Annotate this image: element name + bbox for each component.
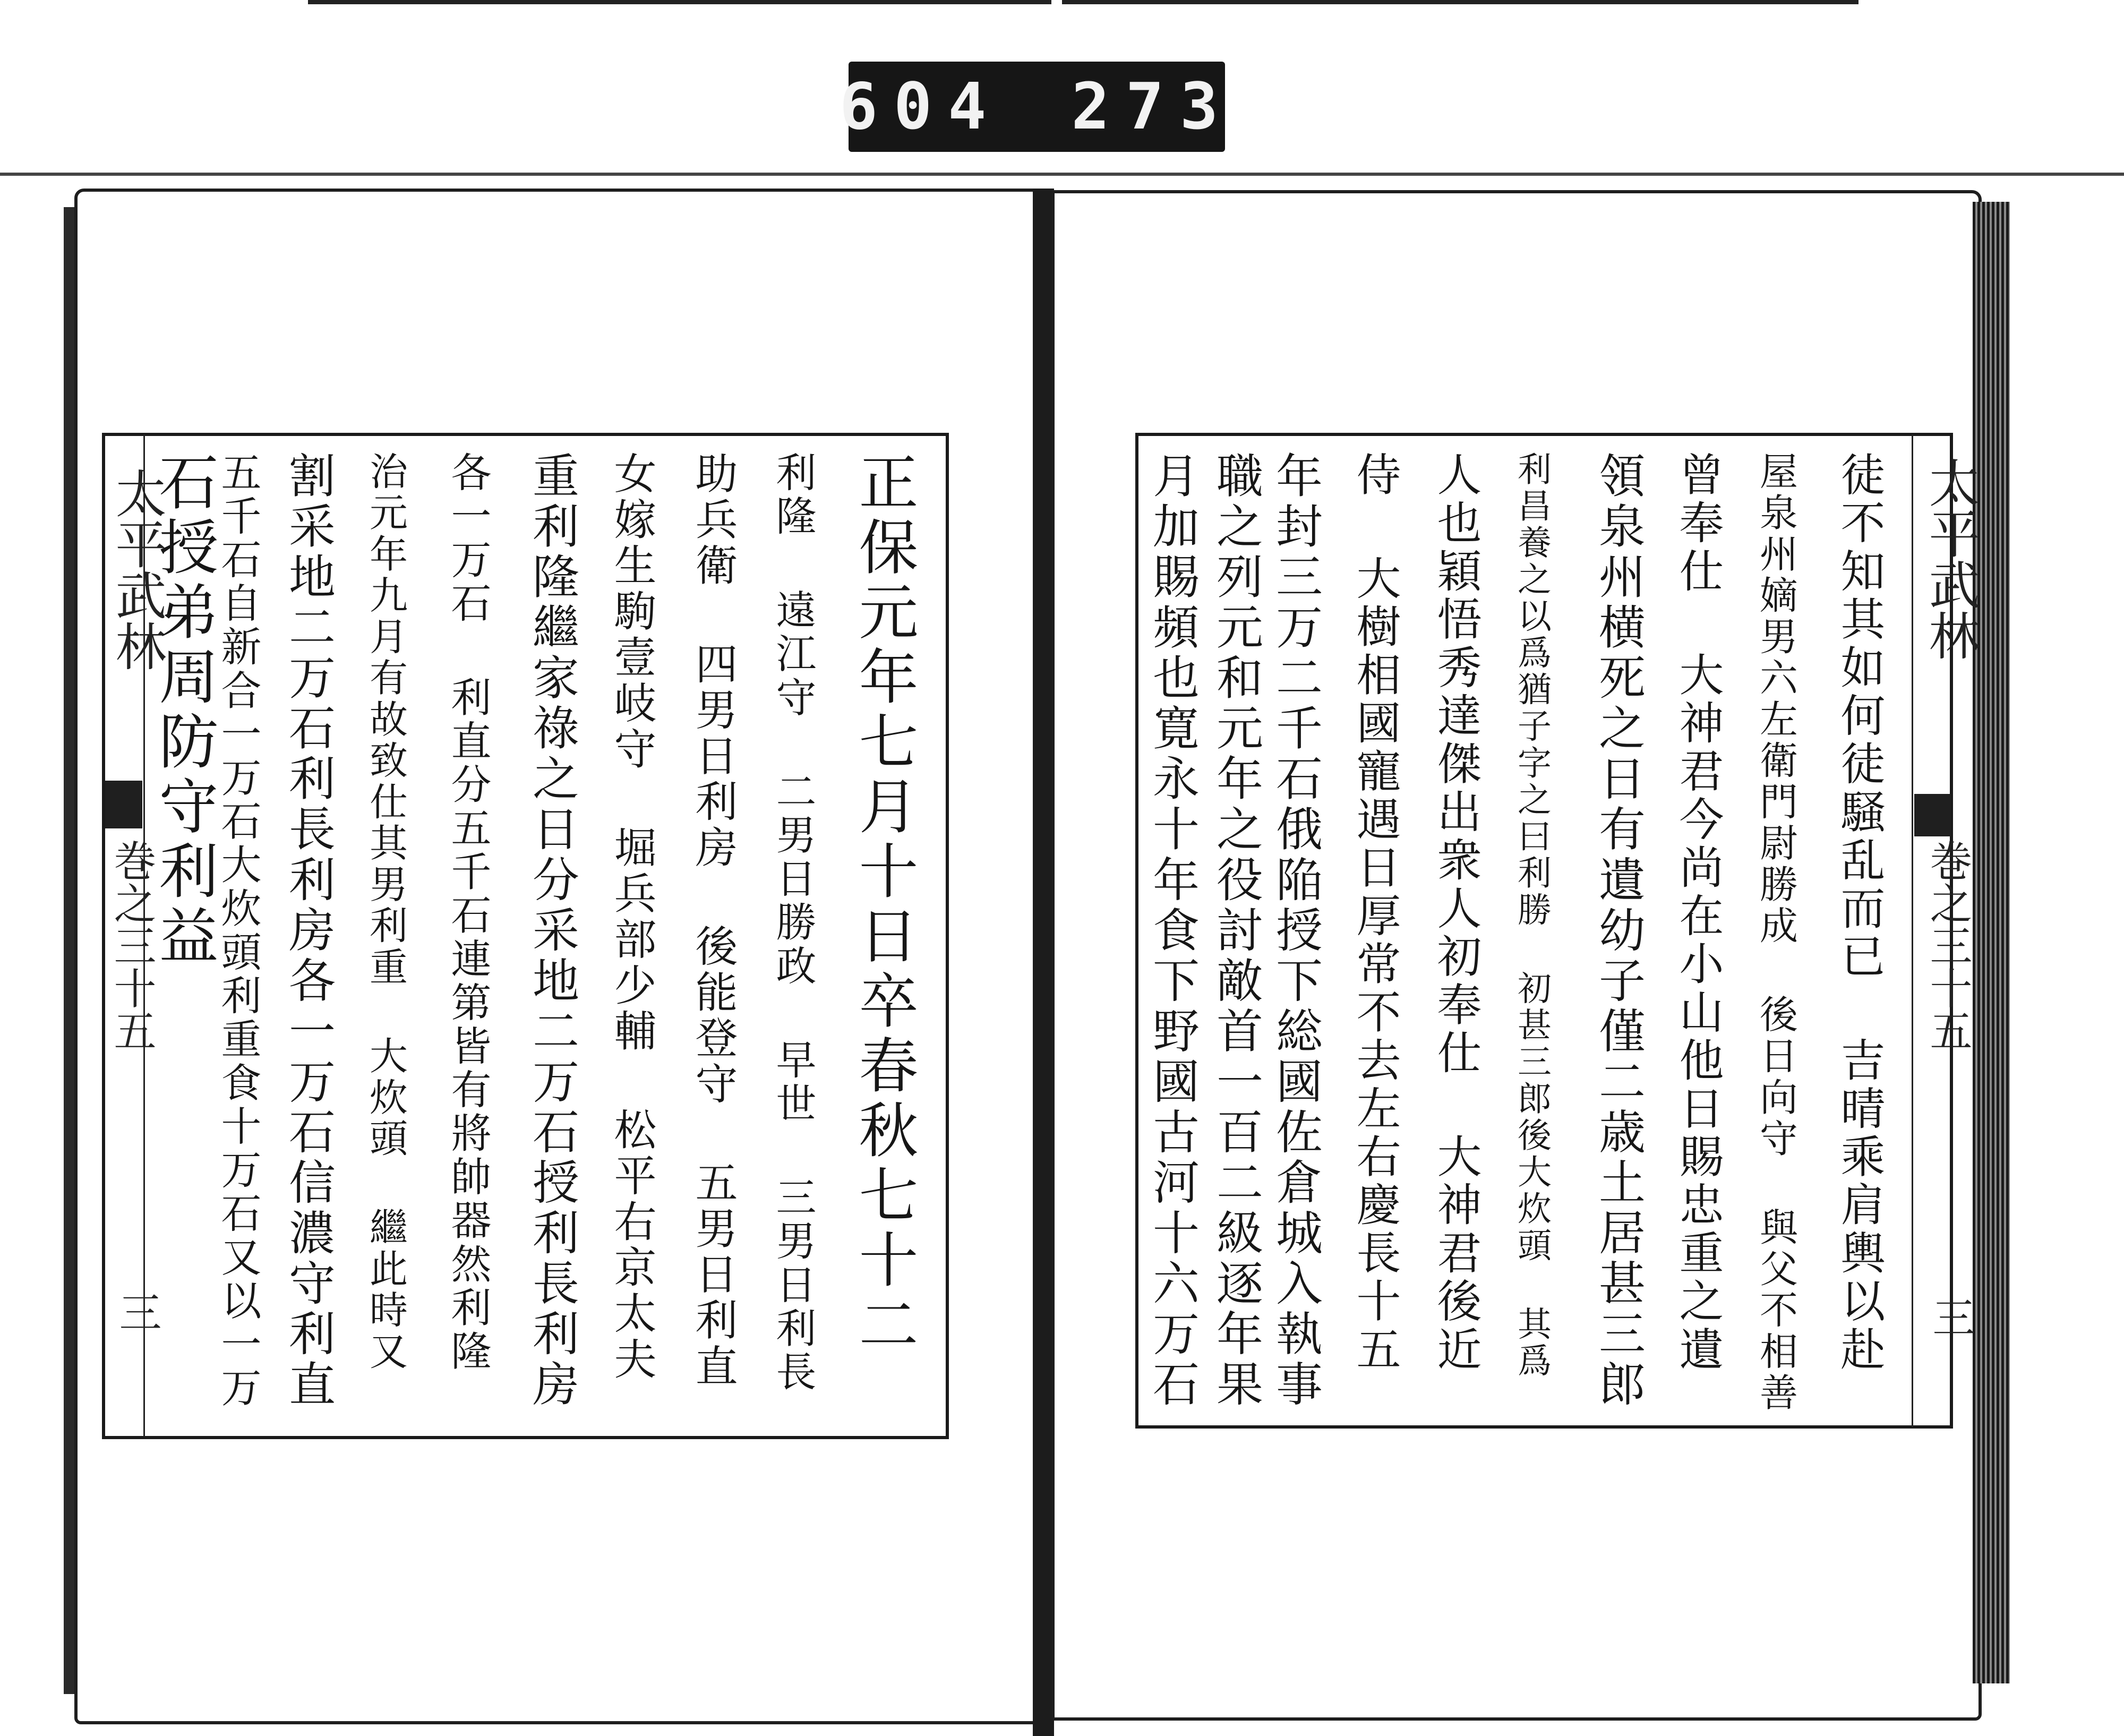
right-column-5: 利昌養之以爲猶子字之曰利勝 初甚三郎後大炊頭 其爲 bbox=[1512, 451, 1551, 1380]
right-fold-mark bbox=[1914, 794, 1951, 836]
right-column-3: 曾奉仕 大神君今尚在小山他日賜忠重之遺 bbox=[1672, 451, 1724, 1374]
left-column-3: 助兵衛 四男日利房 後能登守 五男日利直 bbox=[688, 451, 738, 1390]
right-column-2: 屋泉州嫡男六左衛門尉勝成 後日向守 與父不相善 bbox=[1753, 451, 1798, 1414]
right-column-7: 侍 大樹相國寵遇日厚常不去左右慶長十五 bbox=[1349, 451, 1401, 1374]
label-left-number: 604 bbox=[839, 70, 1003, 144]
left-column-6: 各一万石 利直分五千石連第皆有將帥器然利隆 bbox=[444, 451, 492, 1374]
left-column-7: 治元年九月有故致仕其男利重 大炊頭 繼此時又 bbox=[363, 451, 408, 1373]
upper-rule bbox=[0, 173, 2124, 176]
right-column-6: 人也穎悟秀達傑出衆人初奉仕 大神君後近 bbox=[1430, 451, 1482, 1374]
left-column-2: 利隆 遠江守 二男日勝政 早世 三男日利長 bbox=[769, 451, 817, 1395]
left-column-9: 五千石自新合一万石大炊頭利重食十万石又以一万 bbox=[215, 451, 262, 1410]
left-margin-volume: 巻之三十五 bbox=[107, 839, 156, 1051]
top-rule-right bbox=[1062, 0, 1858, 4]
left-column-4: 女嫁生駒壹岐守 堀兵部少輔 松平右京太夫 bbox=[607, 451, 656, 1383]
left-column-8: 割采地二万石利長利房各一万石信濃守利直 bbox=[281, 451, 336, 1410]
right-margin-page: 三 bbox=[1925, 1296, 1975, 1338]
right-column-8: 年封三万二千石俄陥授下総國佐倉城入執事 bbox=[1269, 451, 1323, 1410]
label-right-number: 273 bbox=[1071, 70, 1235, 144]
top-rule-left bbox=[308, 0, 1051, 4]
left-margin-title: 太平武林 bbox=[107, 467, 167, 671]
right-column-9: 職之列元和元年之役討敵首一百二級逐年果 bbox=[1209, 451, 1264, 1410]
right-column-10: 月加賜頻也寛永十年食下野國古河十六万石 bbox=[1145, 451, 1200, 1410]
left-fold-mark bbox=[105, 781, 142, 828]
archive-label bbox=[839, 62, 1235, 152]
right-column-4: 領泉州横死之日有遺幼子僅二歳土居甚三郎 bbox=[1591, 451, 1646, 1410]
left-column-5: 重利隆繼家祿之日分采地二万石授利長利房 bbox=[525, 451, 580, 1410]
book-spine bbox=[1033, 189, 1054, 1736]
left-column-10: 石授弟周防守利益 bbox=[149, 451, 218, 970]
right-margin-rule bbox=[1912, 434, 1913, 1427]
left-margin-page: 三 bbox=[112, 1290, 161, 1333]
left-column-1: 正保元年七月十日卒春秋七十二 bbox=[849, 451, 918, 1358]
right-book-edge bbox=[1973, 202, 2010, 1683]
right-margin-title: 太平武林 bbox=[1921, 457, 1980, 661]
right-column-1: 徒不知其如何徒騒乱而已 吉晴乘肩輿以赴 bbox=[1834, 451, 1886, 1374]
right-margin-volume: 巻之三十五 bbox=[1923, 839, 1972, 1051]
